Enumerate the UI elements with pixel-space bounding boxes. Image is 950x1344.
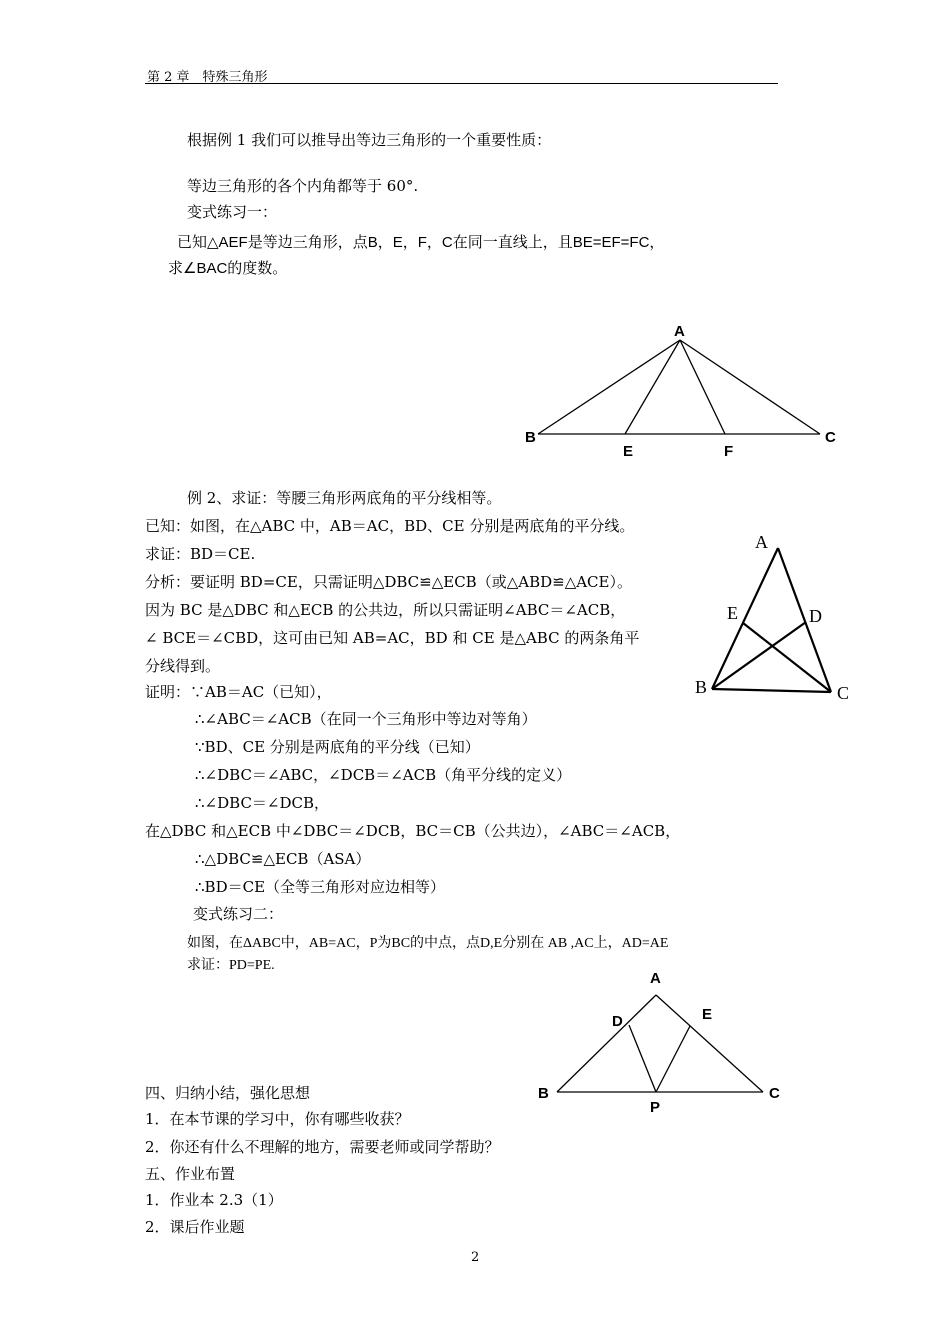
variant2-line1: 如图，在ΔABC中，AB=AC，P为BC的中点，点D,E分别在 AB ,AC上，AD=AE	[187, 936, 669, 951]
fig2-label-A: A	[755, 532, 768, 552]
example2-given: 已知：如图，在△ABC 中，AB＝AC，BD、CE 分别是两底角的平分线。	[145, 517, 635, 535]
fig1-label-C: C	[825, 429, 836, 446]
proof-line-7: ∴△DBC≌△ECB（ASA）	[195, 850, 371, 868]
proof-line-2: ∴∠ABC＝∠ACB（在同一个三角形中等边对等角）	[195, 710, 537, 728]
fig3-label-B: B	[538, 1085, 549, 1102]
fig1-label-E: E	[623, 443, 634, 460]
fig3-segment-EP	[656, 1026, 690, 1092]
fig2-label-B: B	[695, 677, 708, 697]
homework-item-1: 1．作业本 2.3（1）	[145, 1191, 283, 1209]
summary-question-1: 1．在本节课的学习中，你有哪些收获？	[145, 1110, 410, 1128]
example2-prove: 求证：BD＝CE.	[145, 545, 256, 563]
variant1-title: 变式练习一：	[187, 203, 278, 221]
fig3-label-E: E	[702, 1006, 713, 1023]
chapter-header: 第 2 章 特殊三角形	[147, 70, 268, 85]
fig2-label-D: D	[809, 606, 822, 626]
homework-item-2: 2．课后作业题	[145, 1218, 245, 1236]
proof-line-6: 在△DBC 和△ECB 中∠DBC＝∠DCB，BC＝CB（公共边），∠ABC＝∠ACB，	[145, 822, 681, 840]
intro-text: 根据例 1 我们可以推导出等边三角形的一个重要性质：	[187, 131, 552, 149]
summary-question-2: 2．你还有什么不理解的地方，需要老师或同学帮助？	[145, 1138, 500, 1156]
proof-line-8: ∴BD＝CE（全等三角形对应边相等）	[195, 878, 446, 896]
summary-title: 四、归纳小结，强化思想	[145, 1084, 311, 1102]
fig1-label-A: A	[674, 323, 685, 340]
example2-analysis-line4: 分线得到。	[145, 657, 221, 675]
example2-title: 例 2、求证：等腰三角形两底角的平分线相等。	[187, 489, 502, 507]
page-number: 2	[471, 1250, 480, 1265]
fig3-segment-AB	[557, 995, 656, 1092]
variant1-problem-line2: 求∠BAC的度数。	[168, 260, 288, 277]
proof-line-5: ∴∠DBC＝∠DCB，	[195, 794, 330, 812]
proof-line-3: ∵BD、CE 分别是两底角的平分线（已知）	[195, 738, 480, 756]
fig3-label-C: C	[769, 1085, 780, 1102]
example2-analysis-line3: ∠ BCE＝∠CBD，这可由已知 AB=AC，BD 和 CE 是△ABC 的两条角平	[145, 629, 640, 647]
fig1-label-B: B	[525, 429, 536, 446]
fig3-label-P: P	[650, 1099, 661, 1116]
variant2-title: 变式练习二：	[193, 905, 284, 923]
fig3-label-A: A	[650, 970, 661, 987]
variant2-line2: 求证：PD=PE.	[187, 958, 275, 973]
fig2-label-E: E	[727, 603, 738, 623]
variant1-problem-line1: 已知△AEF是等边三角形，点B，E，F，C在同一直线上，且BE=EF=FC，	[177, 234, 665, 251]
fig3-segment-DP	[629, 1025, 656, 1092]
homework-title: 五、作业布置	[145, 1165, 236, 1183]
example2-analysis-line2: 因为 BC 是△DBC 和△ECB 的公共边，所以只需证明∠ABC＝∠ACB，	[145, 601, 626, 619]
example2-analysis-line1: 分析：要证明 BD=CE，只需证明△DBC≌△ECB（或△ABD≌△ACE）。	[145, 573, 632, 591]
fig1-label-F: F	[724, 443, 734, 460]
proof-line-1: 证明：∵AB＝AC（已知），	[145, 683, 332, 701]
fig2-label-C: C	[837, 683, 850, 703]
property-text: 等边三角形的各个内角都等于 60°.	[187, 177, 419, 195]
proof-line-4: ∴∠DBC＝∠ABC，∠DCB＝∠ACB（角平分线的定义）	[195, 766, 572, 784]
fig3-label-D: D	[612, 1013, 623, 1030]
